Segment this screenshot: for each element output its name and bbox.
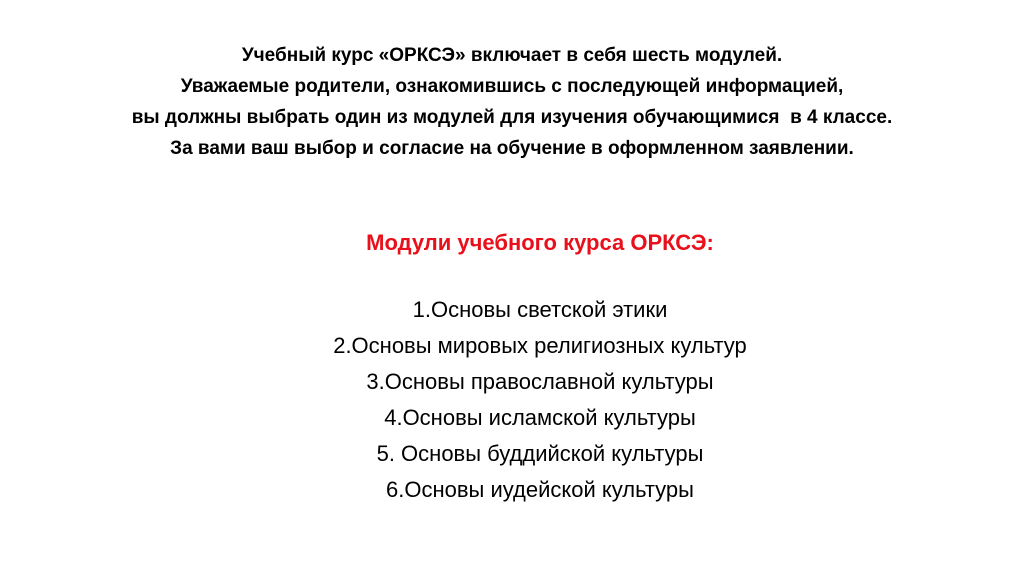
- module-item: 2.Основы мировых религиозных культур: [333, 333, 747, 358]
- intro-line: Учебный курс «ОРКСЭ» включает в себя шесть модулей.: [241, 45, 783, 66]
- module-item: 4.Основы исламской культуры: [384, 405, 696, 430]
- intro-line: Уважаемые родители, ознакомившись с последующей информацией,: [180, 76, 844, 97]
- intro-line: За вами ваш выбор и согласие на обучение в оформленном заявлении.: [170, 138, 854, 159]
- intro-line: вы должны выбрать один из модулей для изучения обучающимися в 4 классе.: [131, 107, 893, 128]
- modules-title: Модули учебного курса ОРКСЭ:: [366, 230, 714, 255]
- module-item: 1.Основы светской этики: [412, 297, 668, 322]
- module-item: 3.Основы православной культуры: [366, 369, 714, 394]
- module-item: 5. Основы буддийской культуры: [376, 441, 704, 466]
- intro-text: [0, 40, 1024, 164]
- module-item: 6.Основы иудейской культуры: [386, 477, 694, 502]
- modules-list: [0, 292, 1024, 508]
